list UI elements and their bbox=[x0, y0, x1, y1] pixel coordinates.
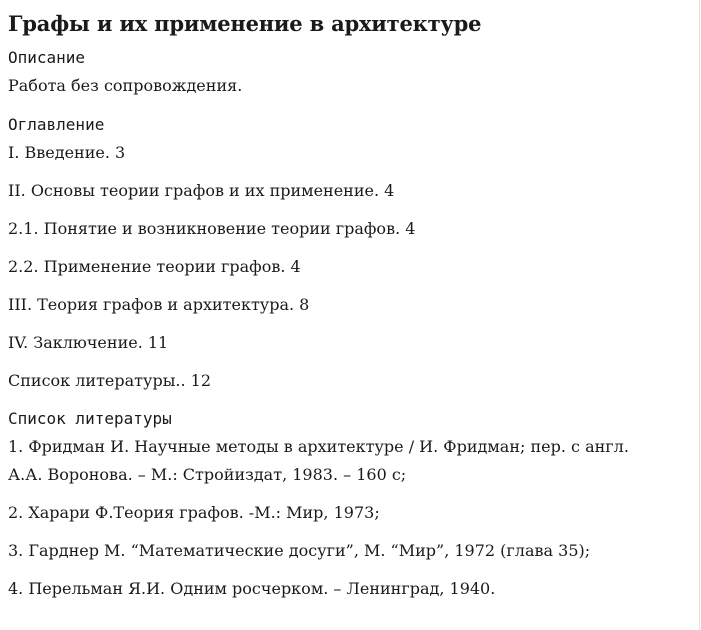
description-text: Работа без сопровождения. bbox=[8, 76, 243, 95]
toc-item: III. Теория графов и архитектура. 8 bbox=[8, 295, 310, 314]
document-title: Графы и их применение в архитектуре bbox=[8, 11, 482, 36]
literature-list bbox=[8, 433, 693, 603]
toc-item: Список литературы.. 12 bbox=[8, 371, 212, 390]
toc-item: IV. Заключение. 11 bbox=[8, 333, 169, 352]
page-divider bbox=[699, 0, 700, 630]
literature-item: 2. Харари Ф.Теория графов. -М.: Мир, 1973; bbox=[8, 503, 380, 522]
description-heading: Описание bbox=[8, 48, 86, 67]
toc-item: II. Основы теории графов и их применение. 4 bbox=[8, 181, 395, 200]
toc-item: I. Введение. 3 bbox=[8, 143, 126, 162]
toc-item: 2.2. Применение теории графов. 4 bbox=[8, 257, 301, 276]
literature-item: 3. Гарднер М. “Математические досуги”, М. “Мир”, 1972 (глава 35); bbox=[8, 541, 591, 560]
toc-item: 2.1. Понятие и возникновение теории графов. 4 bbox=[8, 219, 416, 238]
literature-item: 1. Фридман И. Научные методы в архитектуре / И. Фридман; пер. с англ. А.А. Воронова. – М.: Стройиздат, 1983. – 160 с; bbox=[8, 437, 629, 484]
description-section bbox=[8, 44, 693, 100]
toc-heading: Оглавление bbox=[8, 115, 105, 134]
toc-section bbox=[8, 111, 693, 395]
literature-item: 4. Перельман Я.И. Одним росчерком. – Ленинград, 1940. bbox=[8, 579, 496, 598]
literature-heading: Список литературы bbox=[8, 409, 172, 428]
toc-list bbox=[8, 139, 693, 395]
literature-section bbox=[8, 405, 693, 603]
